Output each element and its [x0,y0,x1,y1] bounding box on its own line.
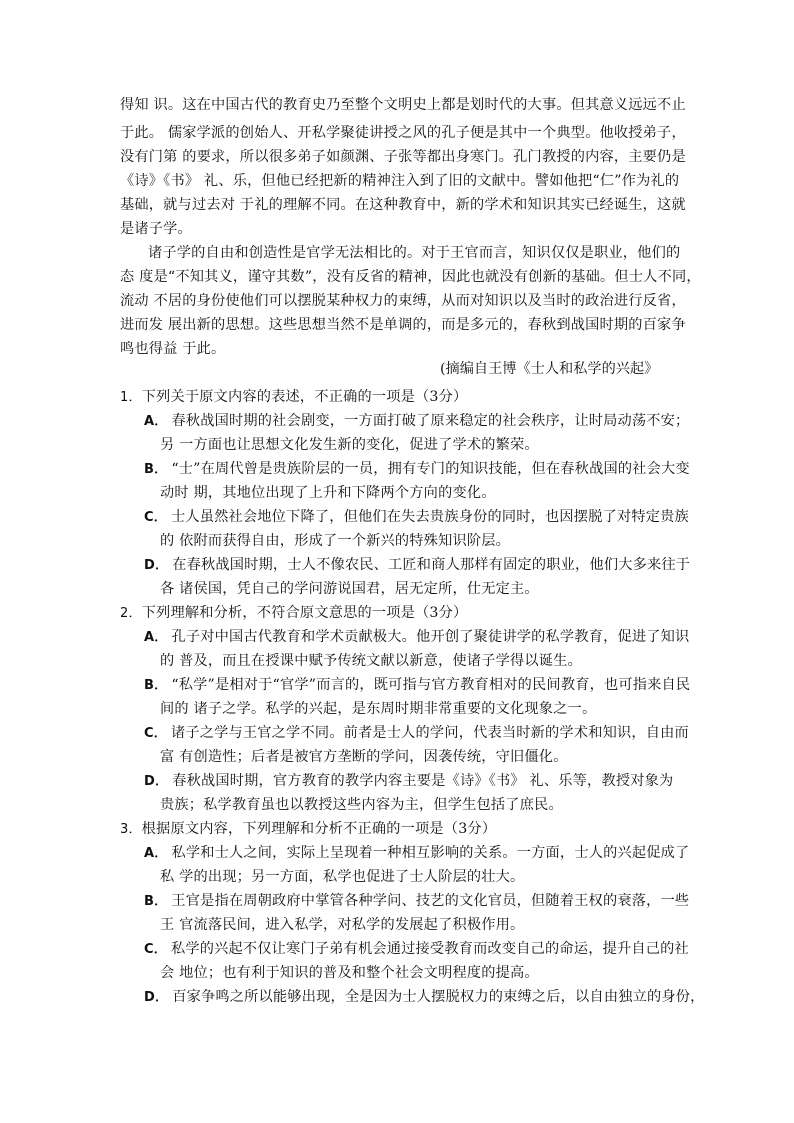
option-line [144,509,689,526]
option-line [144,773,673,790]
option-continuation: 的 普及，而且在授课中赋予传统文献以新意，使诸子学得以诞生。 [160,653,582,669]
passage-line: 流动 不居的身份使他们可以摆脱某种权力的束缚，从而对知识以及当时的政治进行反省， [120,293,686,309]
option-continuation: 的 依附而获得自由，形成了一个新兴的特殊知识阶层。 [160,533,511,549]
option-text: 百家争鸣之所以能够出现，全是因为士人摆脱权力的束缚之后，以自由独立的身份， [172,989,705,1005]
option-text: 私学的兴起不仅让寒门子弟有机会通过接受教育而改变自己的命运，提升自己的社 [170,941,689,957]
question-stem [120,389,467,406]
option-label: B． [144,678,168,693]
option-text: 诸子之学与王官之学不同。前者是士人的学问，代表当时新的学术和知识，自由而 [170,725,689,741]
question-number: 2． [120,606,142,621]
option-label: C． [144,726,167,741]
option-line [144,989,705,1006]
option-line [144,725,689,742]
option-label: D． [144,558,169,573]
option-label: B． [144,462,168,477]
option-line [144,557,690,574]
passage-source: (摘编自王博《士人和私学的兴起》 [440,361,659,377]
option-text: 在春秋战国时期，士人不像农民、工匠和商人那样有固定的职业，他们大多来往于 [172,557,691,573]
passage-line: 鸣也得益 于此。 [120,341,226,357]
passage-line: 进而发 展出新的思想。这些思想当然不是单调的，而是多元的，春秋到战国时期的百家争 [120,317,686,333]
option-continuation: 间的 诸子之学。私学的兴起，是东周时期非常重要的文化现象之一。 [160,701,597,717]
option-label: B． [144,894,168,909]
passage-line: 诸子学的自由和创造性是官学无法相比的。对于王官而言，知识仅仅是职业，他们的 [148,245,681,261]
passage-line: 于此。 儒家学派的创始人、开私学聚徒讲授之风的孔子便是其中一个典型。他收授弟子， [120,125,686,141]
question-number: 1． [120,390,142,405]
question-text: 下列理解和分析，不符合原文意思的一项是（3分） [141,605,468,621]
option-continuation: 王 官流落民间，进入私学，对私学的发展起了积极作用。 [160,917,525,933]
option-continuation: 另 一方面也让思想文化发生新的变化，促进了学术的繁荣。 [160,437,539,453]
option-continuation: 富 有创造性；后者是被官方垄断的学问，因袭传统，守旧僵化。 [160,749,568,765]
option-label: C． [144,510,167,525]
option-continuation: 会 地位；也有利于知识的普及和整个社会文明程度的提高。 [160,965,539,981]
passage-line: 态 度是“不知其义，谨守其数”，没有反省的精神，因此也就没有创新的基础。但士人不同， [120,269,701,285]
option-text: “私学”是相对于“官学”而言的，既可指与官方教育相对的民间教育，也可指来自民 [171,677,691,693]
passage-line: 得知 识。这在中国古代的教育史乃至整个文明史上都是划时代的大事。但其意义远远不止 [120,97,686,113]
option-continuation: 私 学的出现；另一方面，私学也促进了士人阶层的壮大。 [160,869,525,885]
option-line [144,893,689,910]
option-label: D． [144,990,169,1005]
passage-line: 没有门第 的要求，所以很多弟子如颜渊、子张等都出身寒门。孔门教授的内容，主要仍是 [120,149,686,165]
option-line [144,461,690,478]
passage-line: 《诗》《书》 礼、乐，但他已经把新的精神注入到了旧的文献中。譬如他把“仁”作为礼的 [120,173,680,189]
option-label: A． [144,846,168,861]
option-line [144,677,690,694]
option-text: 春秋战国时期，官方教育的教学内容主要是《诗》《书》 礼、乐等，教授对象为 [172,773,674,789]
option-line [144,629,689,646]
question-text: 根据原文内容，下列理解和分析不正确的一项是（3分） [141,821,497,837]
question-stem [120,821,496,838]
option-text: “士”在周代曾是贵族阶层的一员，拥有专门的知识技能，但在春秋战国的社会大变 [171,461,690,477]
option-line [144,845,689,862]
question-text: 下列关于原文内容的表述，不正确的一项是（3分） [141,389,468,405]
option-continuation: 各 诸侯国，凭自己的学问游说国君，居无定所，仕无定主。 [160,581,539,597]
option-text: 孔子对中国古代教育和学术贡献极大。他开创了聚徒讲学的私学教育，促进了知识 [171,629,690,645]
passage-line: 基础，就与过去对 于礼的理解不同。在这种教育中，新的学术和知识其实已经诞生，这就 [120,197,686,213]
option-label: D． [144,774,169,789]
option-label: A． [144,630,168,645]
option-line [144,413,689,430]
option-continuation: 动时 期，其地位出现了上升和下降两个方向的变化。 [160,485,496,501]
option-text: 士人虽然社会地位下降了，但他们在失去贵族身份的同时，也因摆脱了对特定贵族 [170,509,689,525]
passage-line: 是诸子学。 [120,221,192,237]
option-continuation: 贵族；私学教育虽也以教授这些内容为主，但学生包括了庶民。 [160,797,563,813]
question-stem [120,605,467,622]
option-label: A． [144,414,168,429]
question-number: 3． [120,822,142,837]
option-line [144,941,689,958]
option-text: 春秋战国时期的社会剧变，一方面打破了原来稳定的社会秩序，让时局动荡不安； [171,413,690,429]
option-text: 私学和士人之间，实际上呈现着一种相互影响的关系。一方面，士人的兴起促成了 [171,845,690,861]
option-label: C． [144,942,167,957]
option-text: 王官是指在周朝政府中掌管各种学问、技艺的文化官员，但随着王权的衰落，一些 [171,893,690,909]
